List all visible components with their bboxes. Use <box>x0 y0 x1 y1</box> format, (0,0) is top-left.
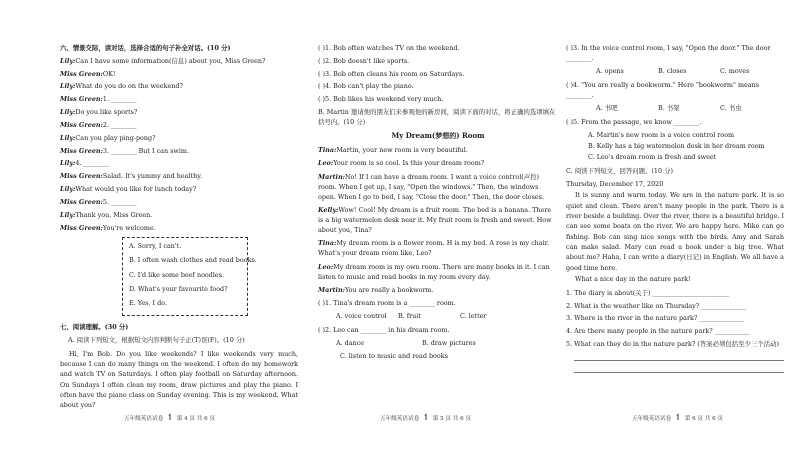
dialogue-text: Wow! Cool! My dream is a fruit room. The bed is a banana. There is a big watermelon desk near it. My fruit room is fresh and sweet. How about you, Tina? <box>318 206 552 234</box>
dialogue-line <box>60 159 298 168</box>
speaker: Martin: <box>318 285 345 294</box>
choice-options-1 <box>336 312 558 321</box>
speaker: Lily: <box>60 108 76 117</box>
page-5-column <box>318 44 558 363</box>
speaker: Martin: <box>318 172 345 181</box>
page-footer <box>632 412 723 424</box>
dialogue-line <box>60 108 298 117</box>
option: B. Kelly has a big watermelon desk in her dream room <box>588 141 765 150</box>
dialogue-line <box>60 172 298 181</box>
diary-passage: It is sunny and warm today. We are in the nature park. It is so quiet and clean. There aren't many people in the park. There is a river beside a building. Over the river, there is a beautiful bridge. I can see some boats on the river. We are happy here. Mike can go fishing. Bob can sing nice songs with the birds. Amy and Sarah can make salad. Mary can read a book under a big tree. What about me? Haha, I can write a diary(日记) in English. We all have a good time here. <box>566 191 784 272</box>
tf-question: ( )2. Bob doesn't like sports. <box>318 56 410 65</box>
part-b-intro: B. Martin 邀请他的朋友们来参观他的新房间，阅读下面的对话，将正确的选项填在括号内。(10 分) <box>318 108 556 127</box>
box-option: A. Sorry, I can't. <box>129 242 182 251</box>
choice-question-4: ( )4. "You are really a bookworm." Here "bookworm" means ________. <box>566 80 760 99</box>
dialogue-text: 1. ________ <box>102 95 137 104</box>
answer-question: 1. The diary is about(关于) ________________________ <box>566 288 730 297</box>
dialogue-line <box>318 146 558 156</box>
page-number: 第 6 页 共 6 页 <box>684 416 724 422</box>
page-mark-icon: ↿ <box>166 413 174 423</box>
speaker: Tina: <box>318 239 337 248</box>
dialogue-text: Your room is so cool. Is this your dream room? <box>333 159 485 168</box>
option: C. listen to music and read books <box>340 352 448 361</box>
dialogue-text: You are really a bookworm. <box>344 285 434 294</box>
dialogue-text: My dream room is my own room. There are many books in it. I can listen to music and read books in my room every day. <box>318 262 550 281</box>
box-option: C. I'd like some beef noodles. <box>129 270 224 279</box>
box-option: D. What's your favourite food? <box>129 284 228 293</box>
dialogue-line <box>318 173 558 203</box>
box-option: E. Yes, I do. <box>129 298 167 307</box>
dialogue-line <box>60 147 298 156</box>
dialogue-text: 3. ________ But I can swim. <box>102 146 190 155</box>
bob-passage: Hi, I'm Bob. Do you like weekends? I like weekends very much, because I can do many things on the weekend. I often do my homework and watch TV on Saturdays. I often play football on Saturday afternoon. On Sundays I often clean my room, draw pictures and play the piano. I often have the piano class on Sunday evening. This is my weekend. What about you? <box>60 349 298 410</box>
dialogue-line <box>318 286 558 296</box>
dialogue-line <box>318 206 558 236</box>
choice-options-2 <box>336 339 558 348</box>
choice-question-1: ( )1. Tina's dream room is a ________ room. <box>318 299 456 308</box>
dialogue-line <box>60 134 298 143</box>
option: B. fruit <box>398 312 421 321</box>
answer-question: 3. Where is the river in the nature park? ______________ <box>566 314 745 323</box>
section-7-title: 七、阅读理解。(30 分) <box>60 322 129 331</box>
option: B. closes <box>658 67 687 76</box>
page-mark-icon: ↿ <box>674 413 682 423</box>
option: B. 书架 <box>658 104 680 113</box>
page-footer <box>380 412 471 424</box>
speaker: Lily: <box>60 210 76 219</box>
option: A. Martin's new room is a voice control room <box>588 130 735 139</box>
dialogue-line <box>318 263 558 283</box>
choice-question-3: ( )3. In the voice control room, I say, "Open the door." The door ________. <box>566 44 771 62</box>
speaker: Miss Green: <box>60 223 103 232</box>
speaker: Lily: <box>60 82 76 91</box>
dialogue-line <box>60 57 298 66</box>
answer-question: 5. What can they do in the nature park? (答案必须包括至少三个活动) <box>566 340 779 349</box>
dialogue-line <box>60 198 298 207</box>
option: C. moves <box>720 67 750 76</box>
tf-question: ( )5. Bob likes his weekend very much. <box>318 95 444 104</box>
option: B. draw pictures <box>422 338 476 347</box>
dialogue-line <box>318 159 558 169</box>
section-6-title: 六、情景交际，读对话，选择合适的句子补全对话。(10 分) <box>60 44 231 52</box>
speaker: Kelly: <box>318 206 339 215</box>
speaker: Miss Green: <box>60 120 103 129</box>
speaker: Tina: <box>318 145 337 154</box>
speaker: Lily: <box>60 159 76 168</box>
option: A. voice control <box>336 312 387 321</box>
part-c-title: C. 阅读下列短文，回答问题。(10 分) <box>566 166 673 175</box>
dialogue-text: What would you like for lunch today? <box>75 185 197 194</box>
tf-question: ( )3. Bob often cleans his room on Saturdays. <box>318 69 465 78</box>
speaker: Leo: <box>318 262 334 271</box>
dialogue-line <box>60 82 298 91</box>
choice-options-3 <box>596 67 784 76</box>
option: C. Leo's dream room is fresh and sweet <box>588 153 717 162</box>
page-4-column <box>60 44 298 413</box>
speaker: Miss Green: <box>60 197 103 206</box>
option: A. 书吧 <box>596 104 618 113</box>
footer-label: 五年级英语试卷 <box>632 416 672 422</box>
dialogue-line <box>60 211 298 220</box>
dialogue-line <box>60 121 298 130</box>
dialogue-line <box>318 239 558 259</box>
page-6-column <box>566 44 784 377</box>
option: A. opens <box>596 67 624 76</box>
dialogue-text: My dream room is a flower room. H is my bed. A rose is my chair. What's your dream room like, Leo? <box>318 239 550 258</box>
dialogue-text: Can I have some information(信息) about you, Miss Green? <box>75 56 266 65</box>
speaker: Lily: <box>60 133 76 142</box>
box-option: B. I often wash clothes and read books. <box>129 256 257 265</box>
dialogue-text: Salad. It's yummy and healthy. <box>102 172 203 181</box>
dialogue-section-6 <box>60 57 298 232</box>
dialogue-line <box>60 95 298 104</box>
option: A. dance <box>336 338 365 347</box>
dialogue-text: Do you like sports? <box>75 108 138 117</box>
speaker: Miss Green: <box>60 146 103 155</box>
dialogue-text: 5. ________ <box>102 197 137 206</box>
dialogue-line <box>60 70 298 79</box>
part-a-title: A. 阅读下列短文，根据短文内容判断句子正(T)误(F)。(10 分) <box>68 335 245 344</box>
speaker: Lily: <box>60 56 76 65</box>
footer-label: 五年级英语试卷 <box>380 416 420 422</box>
speaker: Miss Green: <box>60 69 103 78</box>
speaker: Lily: <box>60 185 76 194</box>
diary-ending: What a nice day in the nature park! <box>575 275 691 284</box>
story-title: My Dream(梦想的) Room <box>391 131 485 141</box>
tf-question: ( )1. Bob often watches TV on the weekend. <box>318 44 460 52</box>
answer-question: 4. Are there many people in the nature park? ___________ <box>566 327 750 336</box>
dialogue-text: 4. ________ <box>75 159 110 168</box>
choice-options-4 <box>596 104 784 113</box>
page-number: 第 5 页 共 6 页 <box>432 416 472 422</box>
dialogue-text: 2. ________ <box>102 120 137 129</box>
option: C. 书虫 <box>720 104 742 113</box>
dialogue-text: You're welcome. <box>102 223 156 232</box>
dialogue-text: Thank you, Miss Green. <box>75 210 153 219</box>
dialogue-text: OK! <box>102 69 116 78</box>
page-footer <box>124 412 215 424</box>
answer-line <box>574 365 784 373</box>
speaker: Miss Green: <box>60 172 103 181</box>
dialogue-text: Martin, your new room is very beautiful. <box>336 145 468 154</box>
diary-date: Thursday, December 17, 2020 <box>566 179 664 188</box>
options-box <box>122 237 257 316</box>
footer-label: 五年级英语试卷 <box>124 416 164 422</box>
page-mark-icon: ↿ <box>422 413 430 423</box>
dialogue-line <box>60 224 298 233</box>
dialogue-text: Can you play ping-pong? <box>75 133 156 142</box>
option: C. letter <box>460 312 487 321</box>
choice-question-2: ( )2. Leo can ________ in his dream room. <box>318 325 450 334</box>
choice-question-5: ( )5. From the passage, we know ________. <box>566 117 702 126</box>
answer-question: 2. What is the weather like on Thursday? ______________ <box>566 301 746 310</box>
page-number: 第 4 页 共 6 页 <box>176 416 216 422</box>
speaker: Miss Green: <box>60 95 103 104</box>
answer-line <box>574 353 784 361</box>
dialogue-text: No! If I can have a dream room. I want a voice control(声控) room. When I get up, I say, "Open the windows." Then, the windows open. When I go to bed, I say, "Close the door." Then, the door closes. <box>318 172 544 201</box>
speaker: Leo: <box>318 159 334 168</box>
tf-question: ( )4. Bob can't play the piano. <box>318 82 414 91</box>
dialogue-text: What do you do on the weekend? <box>75 82 183 91</box>
dialogue-line <box>60 185 298 194</box>
